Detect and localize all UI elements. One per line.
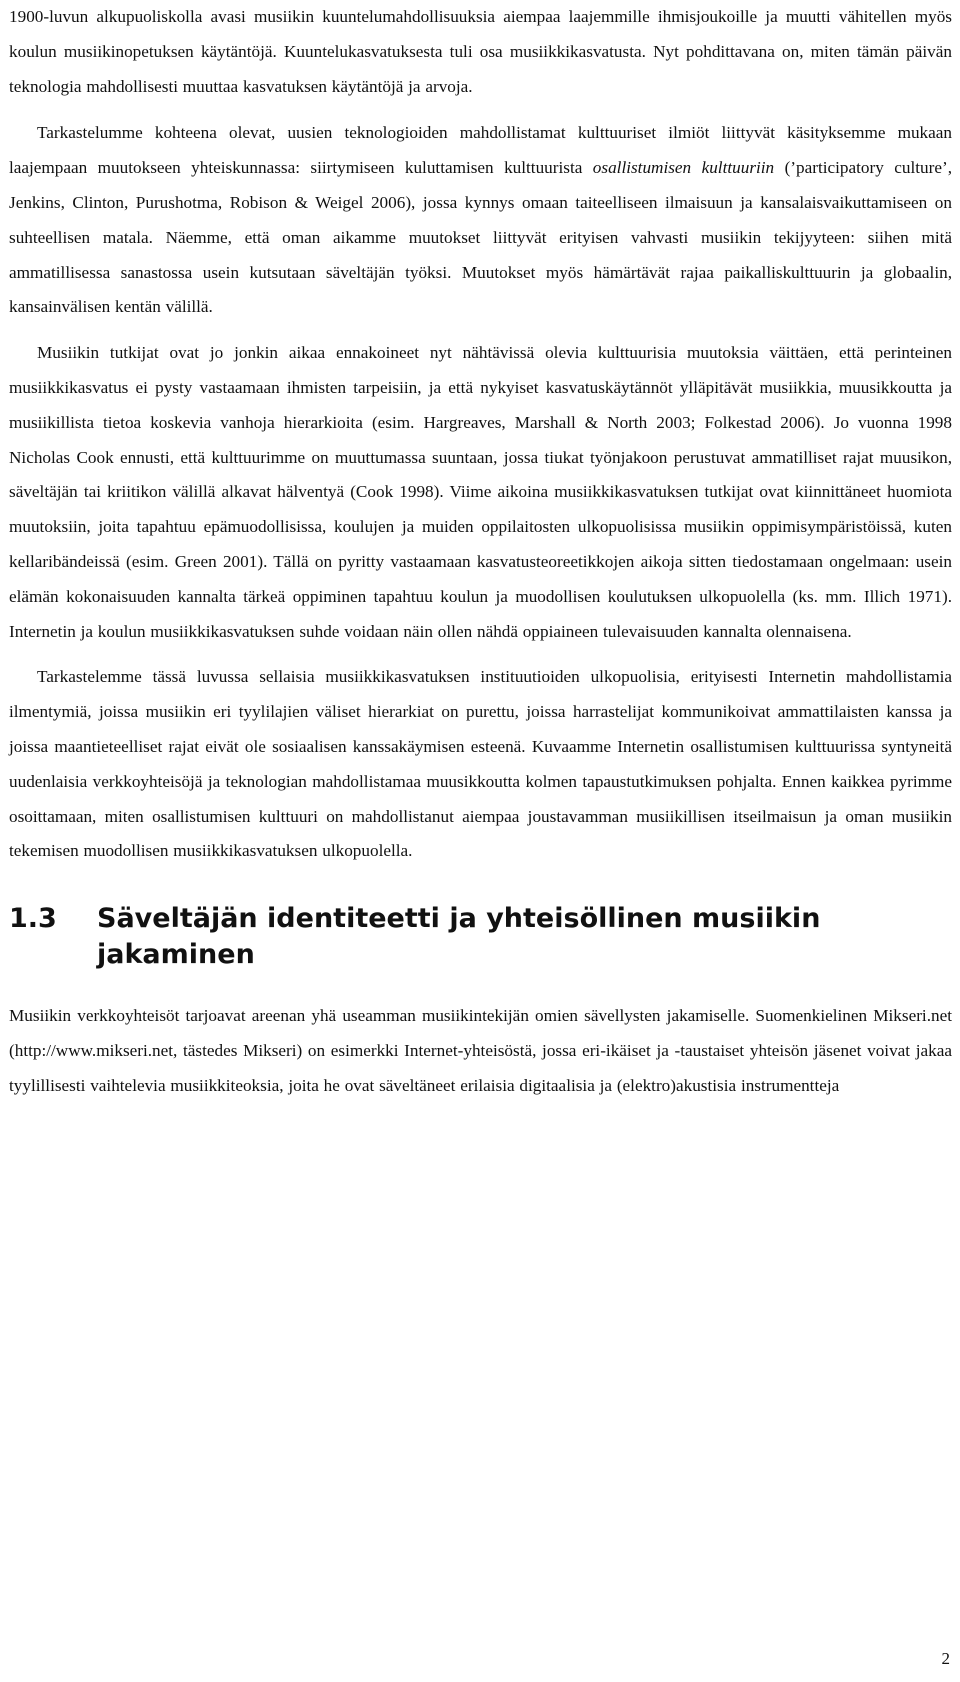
paragraph-text: (’participatory culture’, Jenkins, Clinton, Purushotma, Robison & Weigel 2006), jossa kynnys omaan taiteelliseen ilmaisuun ja kansalaisvaikuttamiseen on suhteellisen matala. Näemme, että oman aikamme muutokset liittyvät erityisen vahvasti musiikin tekijyyteen: siihen mitä ammatillisessa sanastossa usein kutsutaan säveltäjän työksi. Muutokset myös hämärtävät rajaa paikalliskulttuurin ja globaalin, kansainvälisen kentän välillä. — [9, 158, 952, 317]
section-number: 1.3 — [9, 903, 57, 935]
section-heading — [9, 901, 952, 973]
document-page — [9, 0, 952, 1104]
body-paragraph: Musiikin verkkoyhteisöt tarjoavat areenan yhä useamman musiikintekijän omien sävellysten jakamiselle. Suomenkielinen Mikseri.net (http://www.mikseri.net, tästedes Mikseri) on esimerkki Internet-yhteisöstä, jossa eri-ikäiset ja -taustaiset yhteisön jäsenet voivat jakaa tyylillisesti vaihtelevia musiikkiteoksia, joita he ovat säveltäneet erilaisia digitaalisia ja (elektro)akustisia instrumentteja — [9, 1006, 952, 1095]
paragraph-text: Tarkastelumme kohteena olevat, uusien teknologioiden mahdollistamat kulttuuriset ilmiöt liittyvät käsityksemme mukaan laajempaan muutokseen yhteiskunnassa: siirtymiseen kuluttamisen kulttuurista — [9, 123, 952, 178]
body-paragraph: Musiikin tutkijat ovat jo jonkin aikaa ennakoineet nyt nähtävissä olevia kulttuurisia muutoksia väittäen, että perinteinen musiikkikasvatus ei pysty vastaamaan ihmisten tarpeisiin, ja että nykyiset kasvatuskäytännöt ylläpitävät musiikkia, muusikkoutta ja musiikillista tietoa koskevia vanhoja hierarkioita (esim. Hargreaves, Marshall & North 2003; Folkestad 2006). Jo vuonna 1998 Nicholas Cook ennusti, että kulttuurimme on muuttumassa suuntaan, jossa tiukat työnjakoon perustuvat ammatilliset rajat muusikon, säveltäjän tai kriitikon välillä alkavat hälventyä (Cook 1998). Viime aikoina musiikkikasvatuksen tutkijat ovat kiinnittäneet huomiota muutoksiin, joita tapahtuu epämuodollisissa, koulujen ja muiden oppilaitosten ulkopuolisissa musiikin oppimisympäristöissä, kuten kellaribändeissä (esim. Green 2001). Tällä on pyritty vastaamaan kasvatusteoreetikkojen aikoja sitten tiedostamaan ongelmaan: usein elämän kokonaisuuden kannalta tärkeä oppiminen tapahtuu koulun ja muodollisen koulutuksen ulkopuolella (ks. mm. Illich 1971). Internetin ja koulun musiikkikasvatuksen suhde voidaan näin ollen nähdä oppiaineen tulevaisuuden kannalta olennaisena. — [9, 343, 952, 641]
page-number: 2 — [941, 1649, 950, 1668]
italic-term: osallistumisen kulttuuriin — [592, 158, 775, 178]
section-title: Säveltäjän identiteetti ja yhteisöllinen musiikin jakaminen — [97, 903, 821, 971]
body-paragraph — [9, 116, 952, 325]
body-paragraph: Tarkastelemme tässä luvussa sellaisia musiikkikasvatuksen instituutioiden ulkopuolisia, erityisesti Internetin mahdollistamia ilmentymiä, joissa musiikin eri tyylilajien väliset hierarkiat on purettu, joissa harrastelijat kommunikoivat ammattilaisten kanssa ja joissa maantieteelliset rajat eivät ole sosiaalisen kanssakäymisen esteenä. Kuvaamme Internetin osallistumisen kulttuurissa syntyneitä uudenlaisia verkkoyhteisöjä ja teknologian mahdollistamaa muusikkoutta kolmen tapaustutkimuksen pohjalta. Ennen kaikkea pyrimme osoittamaan, miten osallistumisen kulttuuri on mahdollistanut aiempaa joustavamman musiikillisen itseilmaisun ja oman musiikin tekemisen muodollisen musiikkikasvatuksen ulkopuolella. — [9, 667, 952, 861]
body-paragraph: 1900-luvun alkupuoliskolla avasi musiikin kuuntelumahdollisuuksia aiempaa laajemmille ihmisjoukoille ja muutti vähitellen myös koulun musiikinopetuksen käytäntöjä. Kuuntelukasvatuksesta tuli osa musiikkikasvatusta. Nyt pohdittavana on, miten tämän päivän teknologia mahdollisesti muuttaa kasvatuksen käytäntöjä ja arvoja. — [9, 7, 952, 96]
